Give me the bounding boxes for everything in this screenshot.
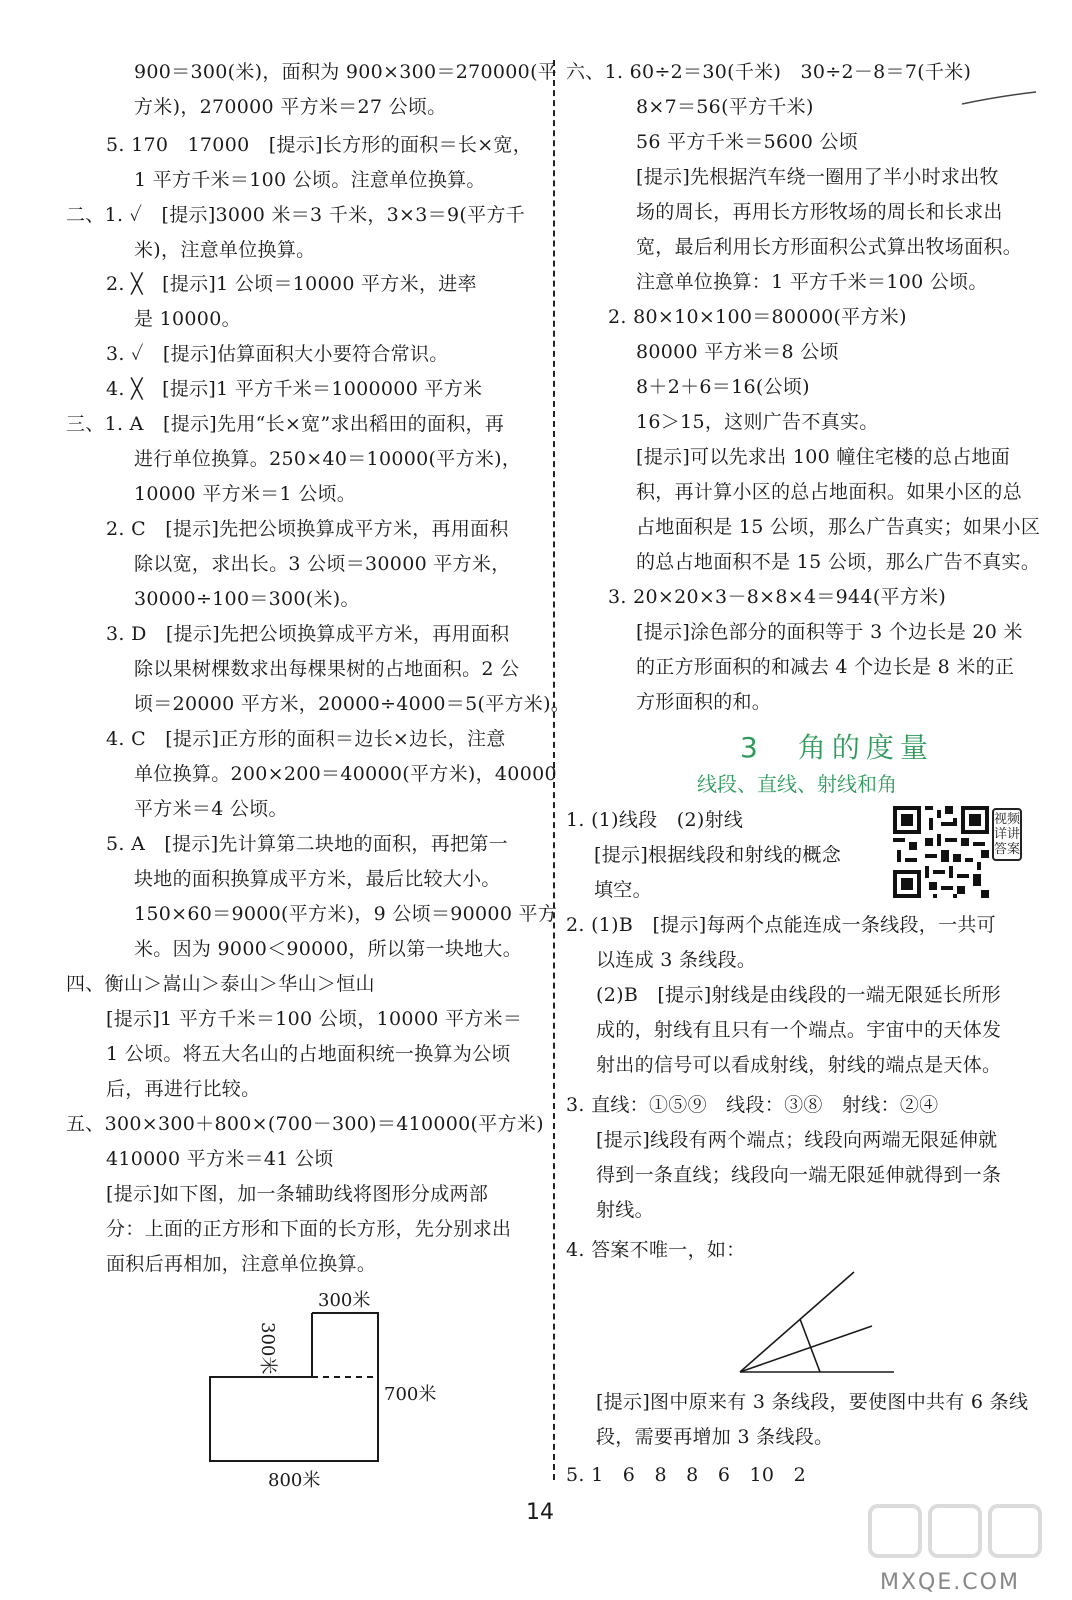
text-line: [提示]如下图，加一条辅助线将图形分成两部 — [106, 1183, 489, 1205]
text-line: 8×7＝56(平方千米) — [636, 96, 814, 118]
text-line: 900＝300(米)，面积为 900×300＝270000(平 — [134, 61, 558, 83]
upper-ray — [740, 1272, 854, 1372]
text-line: 进行单位换算。250×40＝10000(平方米)， — [134, 448, 522, 470]
section-title: 3 角的度量 — [740, 731, 934, 764]
text-line: 成的，射线有且只有一个端点。宇宙中的天体发 — [596, 1019, 1002, 1041]
text-line: (2)B [提示]射线是由线段的一端无限延长所形 — [596, 984, 1001, 1006]
text-line: 注意单位换算：1 平方千米＝100 公顷。 — [636, 271, 988, 293]
text-line: 30000÷100＝300(米)。 — [134, 588, 360, 610]
text-line: 单位换算。200×200＝40000(平方米)，40000 — [134, 763, 557, 785]
text-line: 面积后再相加，注意单位换算。 — [106, 1253, 377, 1275]
text-line: 方形面积的和。 — [636, 691, 772, 713]
label-top-300m: 300米 — [318, 1290, 371, 1311]
text-line: 以连成 3 条线段。 — [596, 949, 757, 971]
text-line: 410000 平方米＝41 公顷 — [106, 1148, 334, 1170]
text-line: 8＋2＋6＝16(公顷) — [636, 376, 810, 398]
text-line: 16＞15，这则广告不真实。 — [636, 411, 879, 433]
text-line: 2. C [提示]先把公顷换算成平方米，再用面积 — [106, 518, 509, 540]
text-line: 块地的面积换算成平方米，最后比较大小。 — [134, 868, 501, 890]
text-line: 四、衡山＞嵩山＞泰山＞华山＞恒山 — [66, 973, 375, 995]
text-line: 150×60＝9000(平方米)，9 公顷＝90000 平方 — [134, 903, 558, 925]
text-line: [提示]先根据汽车绕一圈用了半小时求出牧 — [636, 166, 999, 188]
text-line: 占地面积是 15 公顷，那么广告真实；如果小区 — [636, 516, 1041, 538]
text-line: 5. 170 17000 [提示]长方形的面积＝长×宽， — [106, 134, 533, 156]
text-line: 1. (1)线段 (2)射线 — [566, 809, 744, 831]
text-line: [提示]线段有两个端点；线段向两端无限延伸就 — [596, 1129, 998, 1151]
text-line: 3. 直线：①⑤⑨ 线段：③⑧ 射线：②④ — [566, 1094, 939, 1116]
text-line: 方米)，270000 平方米＝27 公顷。 — [134, 96, 447, 118]
text-line: [提示]可以先求出 100 幢住宅楼的总占地面 — [636, 446, 1011, 468]
angle-segments-diagram — [730, 1262, 900, 1382]
text-line: 2. ╳ [提示]1 公顷＝10000 平方米，进率 — [106, 273, 477, 295]
text-line: 1 平方千米＝100 公顷。注意单位换算。 — [134, 169, 486, 191]
text-line: 5. 1 6 8 8 6 10 2 — [566, 1464, 806, 1486]
text-line: 二、1. ✓ [提示]3000 米＝3 千米，3×3＝9(平方千 — [66, 204, 525, 226]
text-line: 三、1. A [提示]先用“长×宽”求出稻田的面积，再 — [66, 413, 505, 435]
text-line: 后，再进行比较。 — [106, 1078, 261, 1100]
l-shape-outline — [210, 1313, 378, 1461]
text-line: 的正方形面积的和减去 4 个边长是 8 米的正 — [636, 656, 1015, 678]
text-line: 填空。 — [594, 879, 652, 901]
text-line: 米)，注意单位换算。 — [134, 239, 316, 261]
text-line: 段，需要再增加 3 条线段。 — [596, 1426, 834, 1448]
text-line: 平方米＝4 公顷。 — [134, 798, 288, 820]
text-line: 1 公顷。将五大名山的占地面积统一换算为公顷 — [106, 1043, 511, 1065]
section-subtitle: 线段、直线、射线和角 — [697, 772, 897, 796]
page-number: 14 — [526, 1500, 554, 1525]
label-bottom-800m: 800米 — [268, 1470, 321, 1491]
text-line: 3. ✓ [提示]估算面积大小要符合常识。 — [106, 343, 449, 365]
text-line: 3. 20×20×3－8×8×4＝944(平方米) — [608, 586, 947, 608]
text-line: 宽，最后利用长方形面积公式算出牧场面积。 — [636, 236, 1023, 258]
text-line: 得到一条直线；线段向一端无限延伸就得到一条 — [596, 1164, 1002, 1186]
text-line: 2. 80×10×100＝80000(平方米) — [608, 306, 907, 328]
text-line: 的总占地面积不是 15 公顷，那么广告不真实。 — [636, 551, 1041, 573]
text-line: 顷＝20000 平方米，20000÷4000＝5(平方米)。 — [134, 693, 571, 715]
text-line: 除以果树棵数求出每棵果树的占地面积。2 公 — [134, 658, 520, 680]
qr-video-label: 视频详讲答案 — [992, 808, 1022, 861]
text-line: 米。因为 9000＜90000，所以第一块地大。 — [134, 938, 523, 960]
decorative-stroke — [960, 90, 1040, 110]
text-line: [提示]根据线段和射线的概念 — [594, 844, 842, 866]
text-line: 除以宽，求出长。3 公顷＝30000 平方米， — [134, 553, 511, 575]
text-line: 六、1. 60÷2＝30(千米) 30÷2－8＝7(千米) — [566, 61, 972, 83]
text-line: 五、300×300＋800×(700－300)＝410000(平方米) — [66, 1113, 544, 1135]
text-line: 是 10000。 — [134, 308, 241, 330]
text-line: 射线。 — [596, 1199, 654, 1221]
text-line: 2. (1)B [提示]每两个点能连成一条线段，一共可 — [566, 914, 996, 936]
text-line: 80000 平方米＝8 公顷 — [636, 341, 839, 363]
label-left-300m: 300米 — [257, 1322, 278, 1375]
text-line: 4. 答案不唯一，如： — [566, 1239, 746, 1261]
text-line: 积，再计算小区的总占地面积。如果小区的总 — [636, 481, 1023, 503]
text-line: [提示]图中原来有 3 条线段，要使图中共有 6 条线 — [596, 1391, 1029, 1413]
text-line: [提示]涂色部分的面积等于 3 个边长是 20 米 — [636, 621, 1023, 643]
text-line: 3. D [提示]先把公顷换算成平方米，再用面积 — [106, 623, 510, 645]
text-line: 分：上面的正方形和下面的长方形，先分别求出 — [106, 1218, 512, 1240]
text-line: 4. ╳ [提示]1 平方千米＝1000000 平方米 — [106, 378, 483, 400]
text-line: 场的周长，再用长方形牧场的周长和长求出 — [636, 201, 1003, 223]
watermark-text: MXQE.COM — [880, 1570, 1020, 1595]
text-line: 10000 平方米＝1 公顷。 — [134, 483, 357, 505]
text-line: [提示]1 平方千米＝100 公顷，10000 平方米＝ — [106, 1008, 523, 1030]
text-line: 射出的信号可以看成射线，射线的端点是天体。 — [596, 1054, 1002, 1076]
text-line: 56 平方千米＝5600 公顷 — [636, 131, 859, 153]
text-line: 5. A [提示]先计算第二块地的面积，再把第一 — [106, 833, 508, 855]
text-line: 4. C [提示]正方形的面积＝边长×边长，注意 — [106, 728, 506, 750]
qr-code-icon[interactable] — [893, 806, 989, 898]
label-right-700m: 700米 — [384, 1384, 437, 1405]
